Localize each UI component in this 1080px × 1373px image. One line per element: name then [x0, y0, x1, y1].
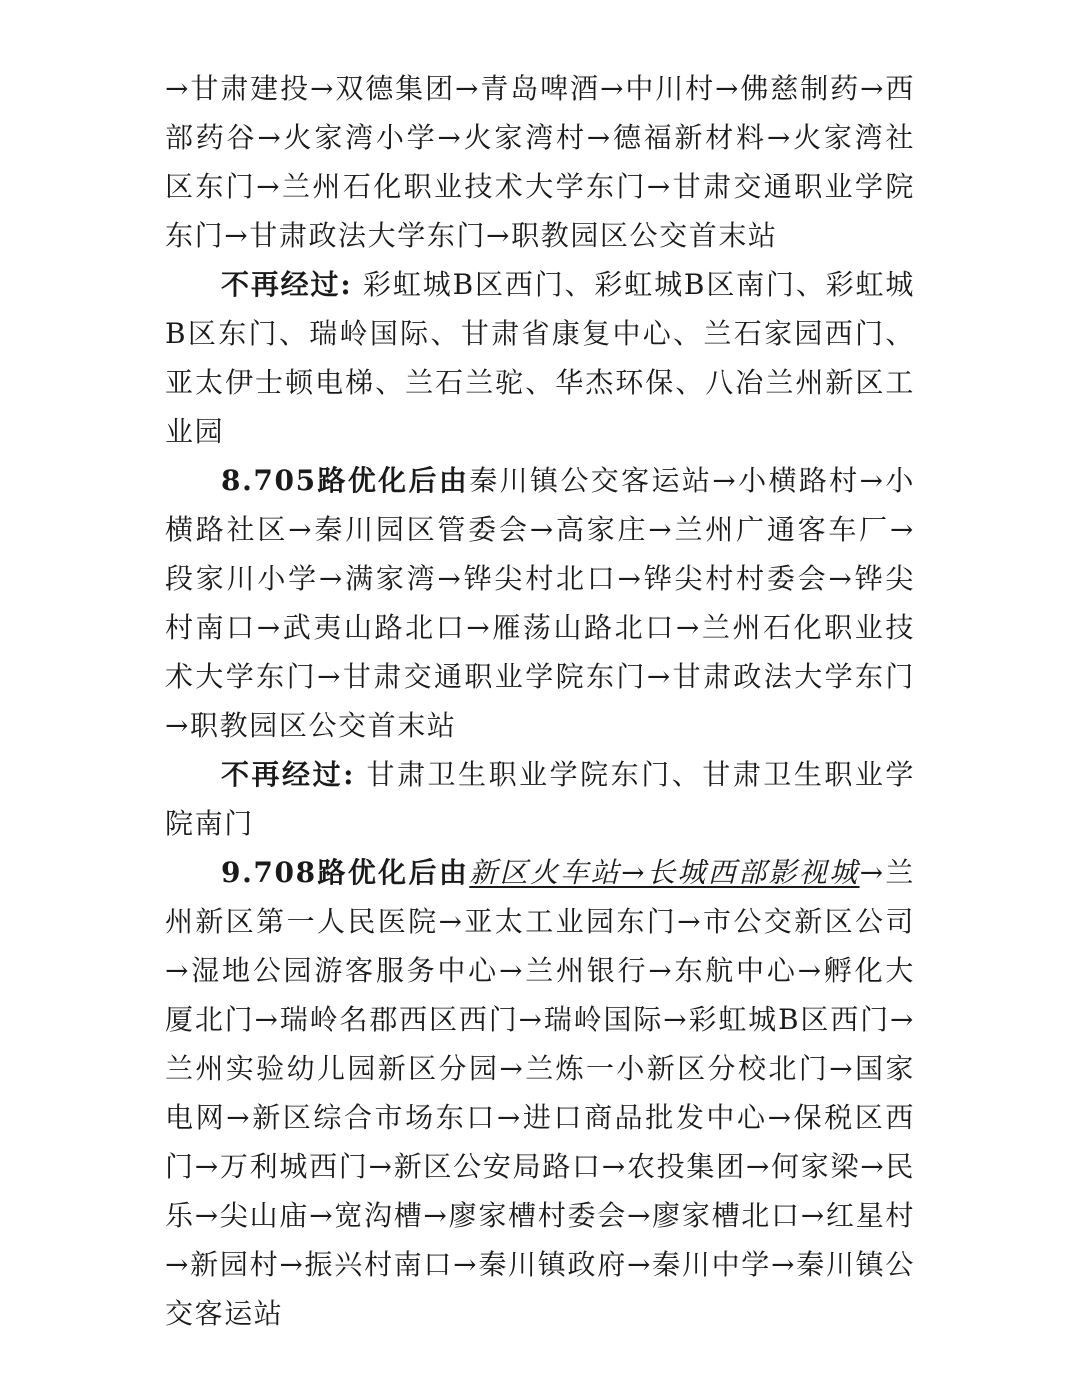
document-page	[165, 64, 915, 1338]
route-continuation-text: →甘肃建投→双德集团→青岛啤酒→中川村→佛慈制药→西部药谷→火家湾小学→火家湾村→德福新材料→火家湾社区东门→兰州石化职业技术大学东门→甘肃交通职业学院东门→甘肃政法大学东门→职教园区公交首末站	[165, 72, 915, 252]
skip-stops-paragraph-2	[165, 750, 915, 848]
route-705-heading: 8.705路优化后由	[221, 464, 470, 497]
route-708-new-segment: 新区火车站→长城西部影视城	[469, 856, 860, 889]
route-708-stops: →兰州新区第一人民医院→亚太工业园东门→市公交新区公司→湿地公园游客服务中心→兰州银行→东航中心→孵化大厦北门→瑞岭名郡西区西门→瑞岭国际→彩虹城B区西门→兰州实验幼儿园新区分园→兰炼一小新区分校北门→国家电网→新区综合市场东口→进口商品批发中心→保税区西门→万利城西门→新区公安局路口→农投集团→何家梁→民乐→尖山庙→宽沟槽→廖家槽村委会→廖家槽北口→红星村→新园村→振兴村南口→秦川镇政府→秦川中学→秦川镇公交客运站	[165, 856, 915, 1330]
route-705-paragraph	[165, 456, 915, 750]
skip-stops-label: 不再经过:	[221, 268, 353, 301]
route-708-paragraph	[165, 848, 915, 1338]
route-708-heading: 9.708路优化后由	[221, 856, 470, 889]
route-continuation-paragraph	[165, 64, 915, 260]
skip-stops-text: 彩虹城B区西门、彩虹城B区南门、彩虹城B区东门、瑞岭国际、甘肃省康复中心、兰石家园西门、亚太伊士顿电梯、兰石兰驼、华杰环保、八冶兰州新区工业园	[165, 268, 915, 448]
skip-stops-paragraph-1	[165, 260, 915, 456]
skip-stops-text: 甘肃卫生职业学院东门、甘肃卫生职业学院南门	[165, 758, 915, 840]
route-705-stops: 秦川镇公交客运站→小横路村→小横路社区→秦川园区管委会→高家庄→兰州广通客车厂→段家川小学→满家湾→铧尖村北口→铧尖村村委会→铧尖村南口→武夷山路北口→雁荡山路北口→兰州石化职业技术大学东门→甘肃交通职业学院东门→甘肃政法大学东门→职教园区公交首末站	[165, 464, 915, 742]
skip-stops-label: 不再经过:	[221, 758, 356, 791]
